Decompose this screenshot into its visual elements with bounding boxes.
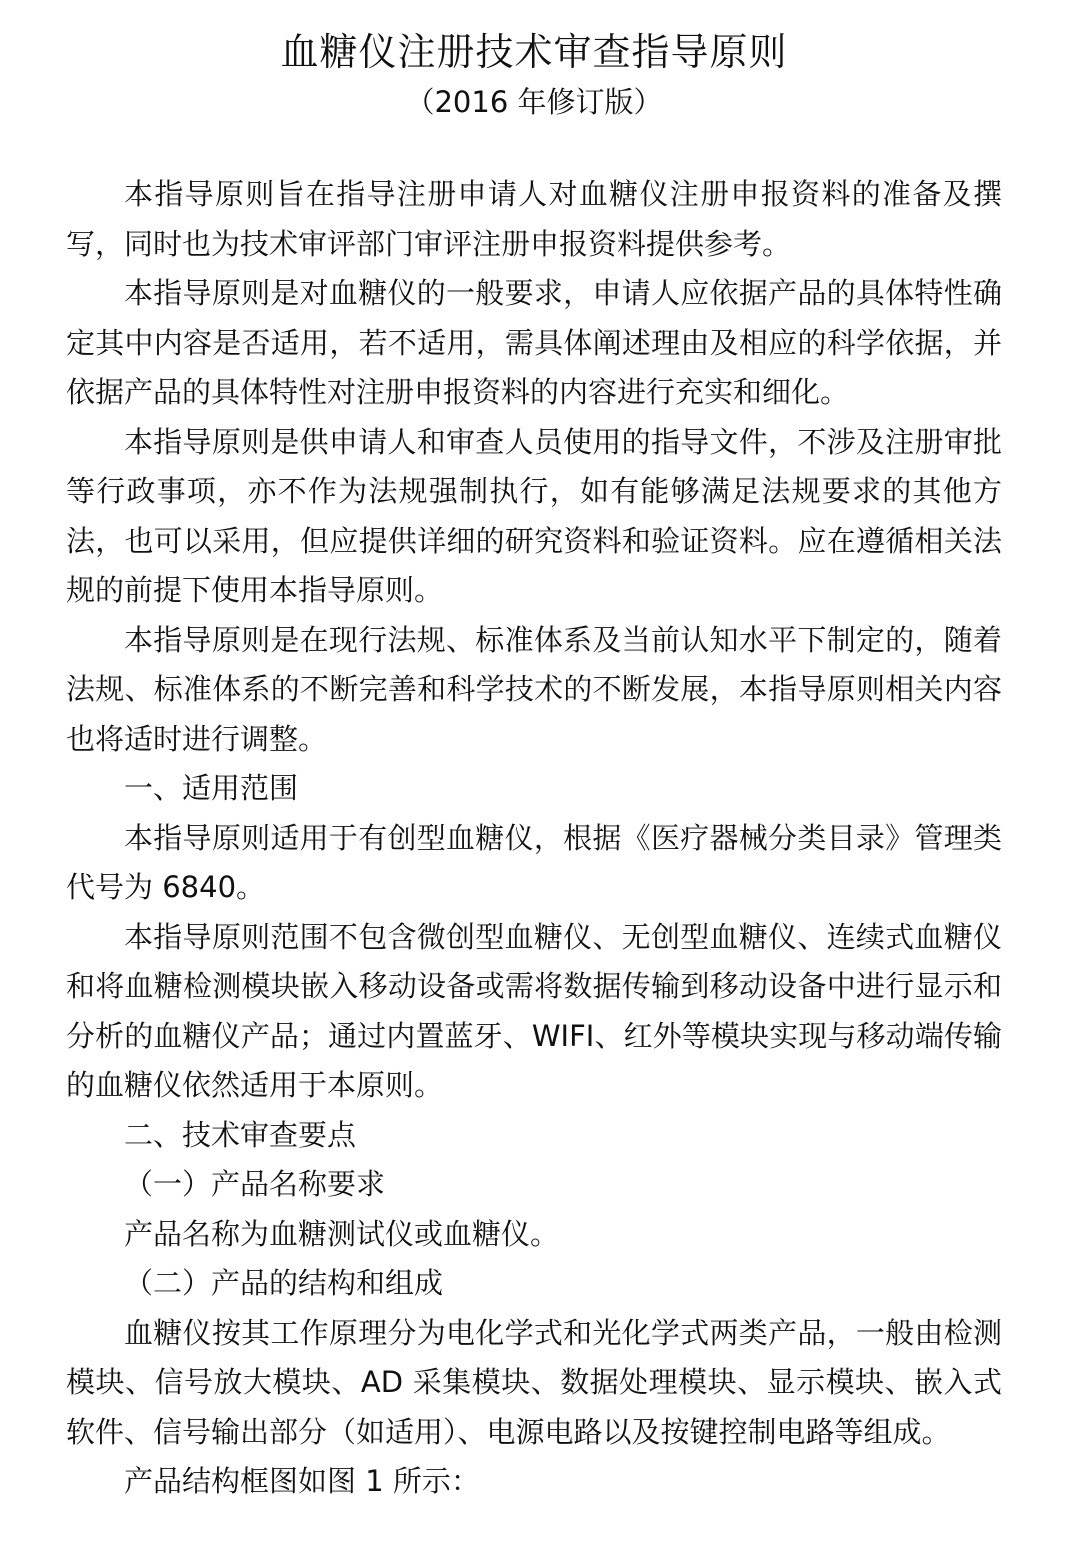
structure-paragraph-1: 血糖仪按其工作原理分为电化学式和光化学式两类产品，一般由检测模块、信号放大模块、AD 采集模块、数据处理模块、显示模块、嵌入式软件、信号输出部分（如适用）、电源电路以及按键控制电路等组成。: [66, 1315, 1002, 1449]
section-heading-scope: 一、适用范围: [124, 771, 299, 805]
intro-paragraph-2: 本指导原则是对血糖仪的一般要求，申请人应依据产品的具体特性确定其中内容是否适用，若不适用，需具体阐述理由及相应的科学依据，并依据产品的具体特性对注册申报资料的内容进行充实和细化。: [66, 276, 1002, 409]
document-subtitle: （2016 年修订版）: [405, 85, 663, 119]
scope-paragraph-2: 本指导原则范围不包含微创型血糖仪、无创型血糖仪、连续式血糖仪和将血糖检测模块嵌入移动设备或需将数据传输到移动设备中进行显示和分析的血糖仪产品；通过内置蓝牙、WIFI、红外等模块实现与移动端传输的血糖仪依然适用于本原则。: [66, 919, 1002, 1102]
structure-paragraph-2: 产品结构框图如图 1 所示：: [124, 1464, 480, 1498]
document-title: 血糖仪注册技术审查指导原则: [280, 30, 788, 74]
product-name-paragraph: 产品名称为血糖测试仪或血糖仪。: [124, 1216, 560, 1251]
intro-paragraph-1: 本指导原则旨在指导注册申请人对血糖仪注册申报资料的准备及撰写，同时也为技术审评部门审评注册申报资料提供参考。: [66, 177, 1002, 261]
subsection-heading-product-name: （一）产品名称要求: [124, 1167, 386, 1201]
document-page: [0, 24, 1080, 1550]
scope-paragraph-1: 本指导原则适用于有创型血糖仪，根据《医疗器械分类目录》管理类代号为 6840。: [66, 820, 1002, 904]
document-body: [66, 170, 1002, 1507]
section-heading-review-points: 二、技术审查要点: [124, 1117, 357, 1152]
subsection-heading-structure: （二）产品的结构和组成: [124, 1266, 444, 1300]
intro-paragraph-4: 本指导原则是在现行法规、标准体系及当前认知水平下制定的，随着法规、标准体系的不断完善和科学技术的不断发展，本指导原则相关内容也将适时进行调整。: [66, 622, 1002, 756]
intro-paragraph-3: 本指导原则是供申请人和审查人员使用的指导文件，不涉及注册审批等行政事项，亦不作为法规强制执行，如有能够满足法规要求的其他方法，也可以采用，但应提供详细的研究资料和验证资料。应在遵循相关法规的前提下使用本指导原则。: [66, 424, 1002, 607]
